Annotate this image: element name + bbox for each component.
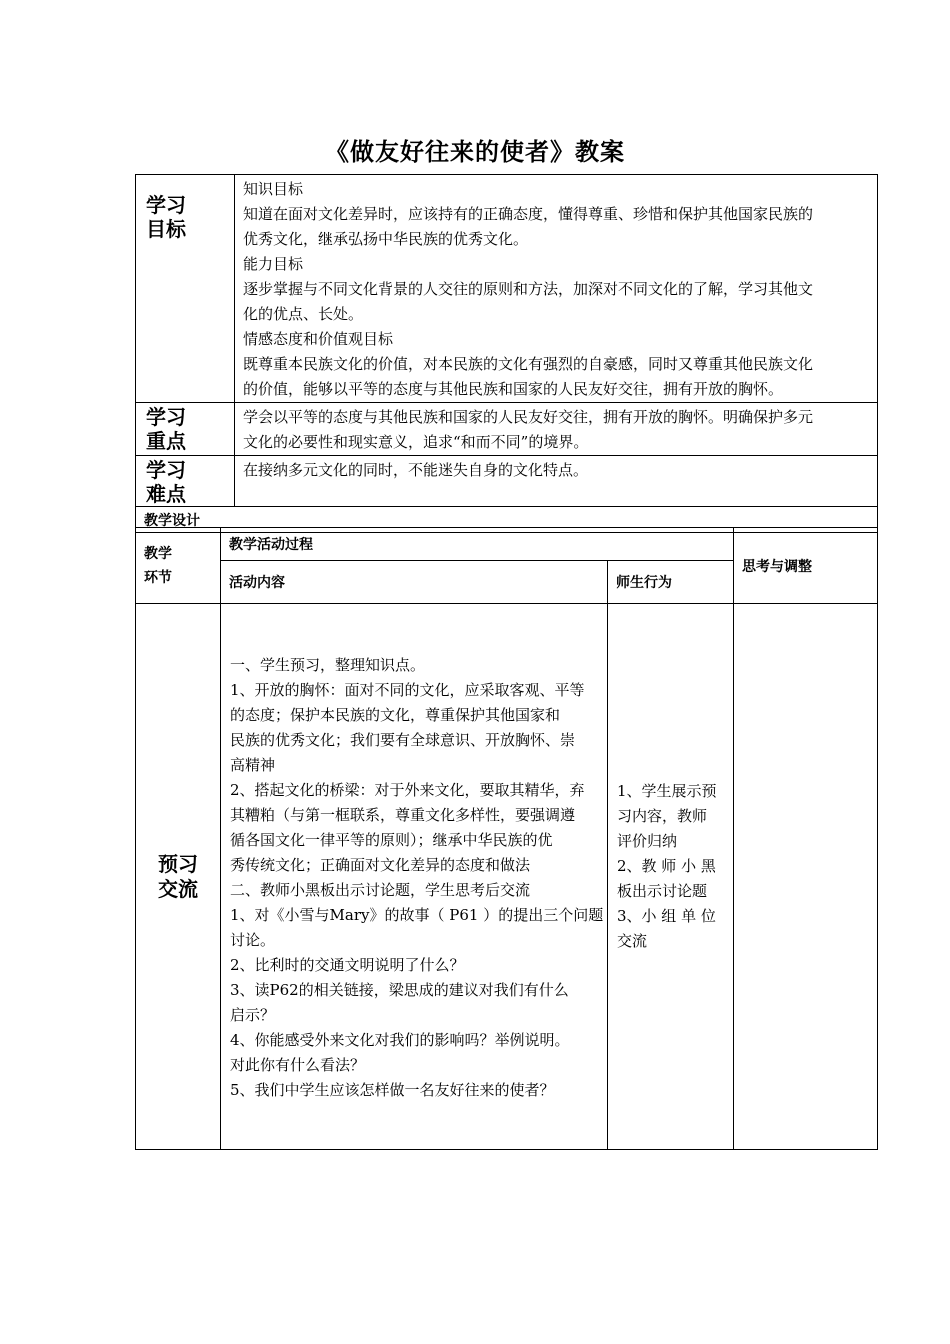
- key-points-text-line: 文化的必要性和现实意义，追求“和而不同”的境界。: [243, 433, 589, 451]
- content-text-line: 4、你能感受外来文化对我们的影响吗？举例说明。: [230, 1031, 570, 1049]
- goals-table: [135, 174, 878, 533]
- content-header-cell: [221, 561, 608, 604]
- design-heading: 教学设计: [144, 513, 200, 529]
- reflection-header: 思考与调整: [742, 558, 812, 575]
- key-points-label-2: 重点: [146, 429, 186, 453]
- behavior-header-cell: [608, 561, 734, 604]
- objectives-label-2: 目标: [146, 217, 186, 241]
- stage-header-cell: [136, 528, 221, 604]
- content-text-line: 的态度；保护本民族的文化，尊重保护其他国家和: [230, 706, 561, 724]
- content-text-line: 高精神: [230, 756, 276, 774]
- key-points-content-cell: [235, 403, 878, 456]
- objectives-text-line: 的价值，能够以平等的态度与其他民族和国家的人民友好交往，拥有开放的胸怀。: [243, 380, 784, 398]
- behavior-text-line: 习内容，教师: [617, 807, 708, 825]
- content-lines: [221, 604, 607, 1103]
- content-cell: [221, 604, 608, 1150]
- stage-cell: [136, 604, 221, 1150]
- design-table: [135, 527, 878, 1150]
- key-points-label-1: 学习: [146, 405, 186, 429]
- content-text-line: 讨论。: [230, 931, 276, 949]
- reflection-header-cell: [734, 528, 878, 604]
- key-points-label-cell: [136, 403, 235, 456]
- objectives-text-line: 知道在面对文化差异时，应该持有的正确态度，懂得尊重、珍惜和保护其他国家民族的: [243, 205, 814, 223]
- behavior-header: 师生行为: [616, 575, 672, 591]
- content-text-line: 一、学生预习，整理知识点。: [230, 656, 426, 674]
- key-points-text-line: 学会以平等的态度与其他民族和国家的人民友好交往，拥有开放的胸怀。明确保护多元: [243, 408, 814, 426]
- difficulties-label-cell: [136, 456, 235, 507]
- objectives-text-line: 情感态度和价值观目标: [243, 330, 394, 348]
- content-text-line: 秀传统文化；正确面对文化差异的态度和做法: [230, 856, 531, 874]
- objectives-label-1: 学习: [146, 193, 186, 217]
- behavior-cell: [608, 604, 734, 1150]
- content-text-line: 启示？: [230, 1006, 276, 1024]
- objectives-text-line: 知识目标: [243, 180, 304, 198]
- behavior-text-line: 3、小 组 单 位: [617, 907, 716, 925]
- behavior-text-line: 2、教 师 小 黑: [617, 857, 716, 875]
- difficulties-label-1: 学习: [146, 458, 186, 482]
- key-points-lines: [235, 403, 877, 455]
- content-text-line: 其糟粕（与第一框联系，尊重文化多样性，要强调遵: [230, 806, 576, 824]
- difficulties-label-2: 难点: [146, 482, 186, 506]
- page-title: 《做友好往来的使者》教案: [325, 137, 625, 166]
- objectives-text-line: 逐步掌握与不同文化背景的人交往的原则和方法，加深对不同文化的了解，学习其他文: [243, 280, 814, 298]
- content-text-line: 2、搭起文化的桥梁：对于外来文化，要取其精华，弃: [230, 781, 585, 799]
- difficulties-content-cell: [235, 456, 878, 507]
- reflection-cell: [734, 604, 878, 1150]
- content-text-line: 2、比利时的交通文明说明了什么？: [230, 956, 465, 974]
- behavior-text-line: 板出示讨论题: [617, 882, 708, 900]
- content-text-line: 3、读P62的相关链接，梁思成的建议对我们有什么: [230, 981, 569, 999]
- behavior-text-line: 1、学生展示预: [617, 782, 717, 800]
- content-text-line: 对此你有什么看法？: [230, 1056, 366, 1074]
- stage-header-1: 教学: [144, 545, 172, 562]
- content-header: 活动内容: [229, 575, 285, 591]
- difficulties-text-line: 在接纳多元文化的同时，不能迷失自身的文化特点。: [243, 461, 589, 479]
- objectives-lines: [235, 175, 877, 402]
- content-text-line: 循各国文化一律平等的原则）；继承中华民族的优: [230, 831, 553, 849]
- objectives-text-line: 优秀文化，继承弘扬中华民族的优秀文化。: [243, 230, 529, 248]
- difficulties-lines: [235, 456, 877, 483]
- stage-header-2: 环节: [144, 569, 172, 586]
- objectives-text-line: 化的优点、长处。: [243, 305, 364, 323]
- content-text-line: 5、我们中学生应该怎样做一名友好往来的使者？: [230, 1081, 555, 1099]
- behavior-lines: [608, 604, 733, 954]
- objectives-label-cell: [136, 175, 235, 403]
- process-header-cell: [221, 528, 734, 561]
- stage-label-2: 交流: [158, 876, 198, 901]
- content-text-line: 1、开放的胸怀：面对不同的文化，应采取客观、平等: [230, 681, 585, 699]
- objectives-text-line: 既尊重本民族文化的价值，对本民族的文化有强烈的自豪感，同时又尊重其他民族文化: [243, 355, 814, 373]
- behavior-text-line: 交流: [617, 932, 648, 950]
- content-text-line: 二、教师小黑板出示讨论题，学生思考后交流: [230, 881, 531, 899]
- stage-label-1: 预习: [158, 851, 198, 876]
- behavior-text-line: 评价归纳: [617, 832, 678, 850]
- objectives-content-cell: [235, 175, 878, 403]
- content-text-line: 民族的优秀文化；我们要有全球意识、开放胸怀、崇: [230, 731, 576, 749]
- process-header: 教学活动过程: [229, 537, 313, 553]
- content-text-line: 1、对《小雪与Mary》的故事（ P61 ）的提出三个问题: [230, 906, 604, 924]
- objectives-text-line: 能力目标: [243, 255, 304, 273]
